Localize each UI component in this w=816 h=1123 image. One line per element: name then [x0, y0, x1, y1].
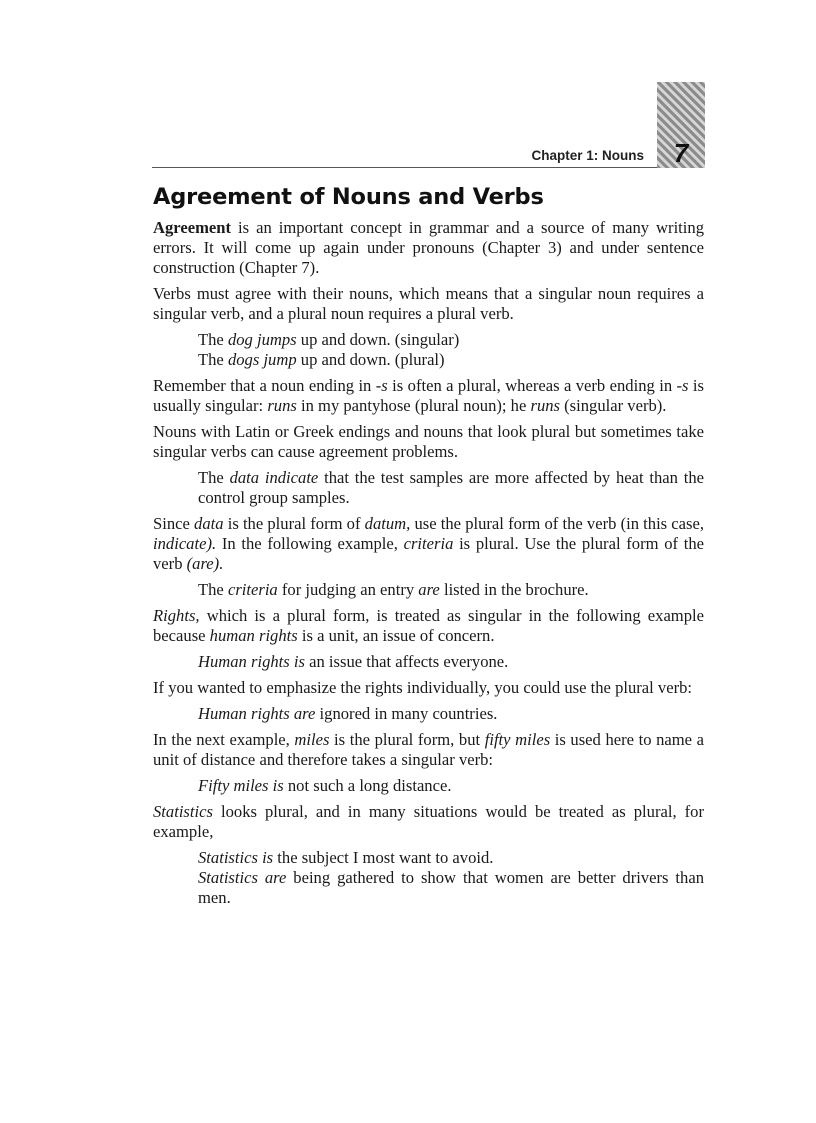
page-body: [153, 180, 704, 908]
paragraph-s-endings: Remember that a noun ending in -s is often a plural, whereas a verb ending in -s is usually singular: runs in my pantyhose (plural noun); he runs (singular verb).: [153, 376, 704, 415]
example-human-rights-are: Human rights are ignored in many countries.: [198, 704, 498, 723]
header-rule: [152, 167, 657, 168]
paragraph-rights: Rights, which is a plural form, is treated as singular in the following example because human rights is a unit, an issue of concern.: [153, 606, 704, 645]
example-human-rights-is: Human rights is an issue that affects everyone.: [198, 652, 509, 671]
example-fifty-miles: Fifty miles is not such a long distance.: [198, 776, 452, 795]
paragraph-emphasize-rights: If you wanted to emphasize the rights individually, you could use the plural verb:: [153, 678, 693, 697]
page-number: 7: [673, 138, 689, 168]
paragraph-data-datum: Since data is the plural form of datum, use the plural form of the verb (in this case, indicate). In the following example, criteria is plural. Use the plural form of the verb (are).: [153, 514, 705, 573]
paragraph-latin-greek: Nouns with Latin or Greek endings and nouns that look plural but sometimes take singular verbs can cause agreement problems.: [153, 422, 704, 461]
section-title: Agreement of Nouns and Verbs: [153, 184, 544, 210]
example-singular: The dog jumps up and down. (singular): [198, 330, 460, 349]
paragraph-verbs-agree: Verbs must agree with their nouns, which means that a singular noun requires a singular verb, and a plural noun requires a plural verb.: [153, 284, 704, 323]
running-head: Chapter 1: Nouns: [531, 148, 644, 163]
paragraph-agreement: Agreement is an important concept in grammar and a source of many writing errors. It will come up again under pronouns (Chapter 3) and under sentence construction (Chapter 7).: [153, 218, 704, 277]
example-statistics-is: Statistics is the subject I most want to avoid.: [198, 848, 494, 867]
term-agreement: Agreement: [153, 218, 232, 237]
example-criteria: The criteria for judging an entry are listed in the brochure.: [198, 580, 589, 599]
paragraph-statistics: Statistics looks plural, and in many situations would be treated as plural, for example,: [153, 802, 704, 841]
paragraph-miles: In the next example, miles is the plural form, but fifty miles is used here to name a unit of distance and therefore takes a singular verb:: [153, 730, 704, 769]
example-statistics-are: Statistics are being gathered to show that women are better drivers than men.: [198, 868, 704, 907]
example-plural: The dogs jump up and down. (plural): [198, 350, 445, 369]
example-data-indicate: The data indicate that the test samples are more affected by heat than the control group samples.: [198, 468, 704, 507]
